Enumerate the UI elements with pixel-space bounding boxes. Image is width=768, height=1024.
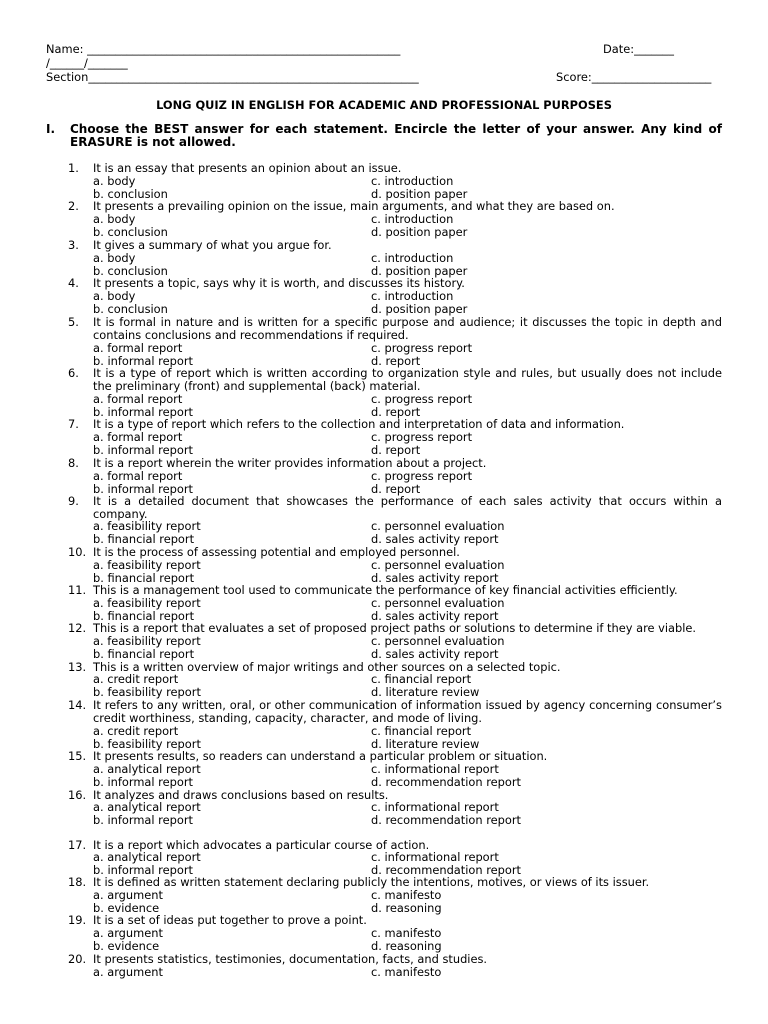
choice-c[interactable]: c. introduction [371, 251, 454, 265]
choice-b[interactable]: b. feasibility report [93, 685, 201, 699]
choice-a[interactable]: a. credit report [93, 672, 179, 686]
choice-d[interactable]: d. recommendation report [371, 863, 522, 877]
choice-c[interactable]: c. manifesto [371, 965, 442, 979]
choice-c[interactable]: c. progress report [371, 469, 473, 483]
choice-d[interactable]: d. position paper [371, 187, 468, 201]
question-text: This is a management tool used to communicate the performance of key financial activities efficiently. [93, 583, 678, 597]
choice-b[interactable]: b. informal report [93, 354, 193, 368]
question-number: 4. [68, 276, 79, 290]
question-number: 6. [68, 366, 79, 380]
page-title: LONG QUIZ IN ENGLISH FOR ACADEMIC AND PROFESSIONAL PURPOSES [156, 98, 612, 112]
choice-a[interactable]: a. argument [93, 926, 163, 940]
question-text: It is the process of assessing potential and employed personnel. [93, 545, 460, 559]
question-number: 12. [68, 621, 87, 635]
question-text: It analyzes and draws conclusions based on results. [93, 788, 389, 802]
choice-d[interactable]: d. recommendation report [371, 813, 522, 827]
choice-c[interactable]: c. progress report [371, 430, 473, 444]
choice-d[interactable]: d. report [371, 443, 421, 457]
choice-d[interactable]: d. position paper [371, 302, 468, 316]
question-item [68, 495, 722, 520]
question-number: 20. [68, 952, 87, 966]
question-item [68, 953, 722, 966]
question-number: 16. [68, 788, 87, 802]
choice-b[interactable]: b. informal report [93, 775, 193, 789]
question-number: 15. [68, 749, 87, 763]
question-item [68, 277, 722, 290]
choice-d[interactable]: d. report [371, 405, 421, 419]
choice-c[interactable]: c. manifesto [371, 926, 442, 940]
choice-b[interactable]: b. informal report [93, 405, 193, 419]
choice-b[interactable]: b. financial report [93, 609, 195, 623]
question-text: It is a report which advocates a particular course of action. [93, 838, 430, 852]
choice-a[interactable]: a. body [93, 212, 136, 226]
choice-a[interactable]: a. analytical report [93, 800, 201, 814]
choice-d[interactable]: d. reasoning [371, 901, 442, 915]
question-text: It is an essay that presents an opinion about an issue. [93, 161, 402, 175]
choice-c[interactable]: c. introduction [371, 289, 454, 303]
instructions-text: Choose the BEST answer for each statement. Encircle the letter of your answer. Any kind of ERASURE is not allowed. [70, 122, 722, 149]
choice-a[interactable]: a. body [93, 174, 136, 188]
question-number: 5. [68, 315, 79, 329]
choice-a[interactable]: a. formal report [93, 341, 183, 355]
question-number: 18. [68, 875, 87, 889]
question-item [68, 750, 722, 763]
choice-a[interactable]: a. body [93, 289, 136, 303]
choice-c[interactable]: c. financial report [371, 672, 472, 686]
question-item [68, 914, 722, 927]
question-number: 7. [68, 417, 79, 431]
choice-d[interactable]: d. sales activity report [371, 532, 499, 546]
choice-b[interactable]: b. informal report [93, 443, 193, 457]
question-text: This is a written overview of major writings and other sources on a selected topic. [93, 660, 561, 674]
question-text: It is a detailed document that showcases the performance of each sales activity that occurs within a company. [93, 494, 722, 521]
choice-a[interactable]: a. analytical report [93, 762, 201, 776]
question-text: It presents a prevailing opinion on the issue, main arguments, and what they are based on. [93, 199, 615, 213]
choice-c[interactable]: c. informational report [371, 762, 499, 776]
choice-c[interactable]: c. progress report [371, 392, 473, 406]
choice-c[interactable]: c. personnel evaluation [371, 596, 505, 610]
question-number: 11. [68, 583, 87, 597]
choice-c[interactable]: c. personnel evaluation [371, 634, 505, 648]
choice-d[interactable]: d. reasoning [371, 939, 442, 953]
question-item [68, 239, 722, 252]
choice-a[interactable]: a. body [93, 251, 136, 265]
question-number: 9. [68, 494, 79, 508]
choice-a[interactable]: a. formal report [93, 430, 183, 444]
choice-a[interactable]: a. feasibility report [93, 519, 201, 533]
choice-d[interactable]: d. report [371, 354, 421, 368]
choice-b[interactable]: b. evidence [93, 939, 160, 953]
choice-a[interactable]: a. formal report [93, 469, 183, 483]
choice-d[interactable]: d. sales activity report [371, 647, 499, 661]
question-text: It gives a summary of what you argue for. [93, 238, 332, 252]
choice-d[interactable]: d. recommendation report [371, 775, 522, 789]
choice-c[interactable]: c. introduction [371, 212, 454, 226]
choice-c[interactable]: c. informational report [371, 800, 499, 814]
choice-b[interactable]: b. financial report [93, 571, 195, 585]
choice-a[interactable]: a. feasibility report [93, 596, 201, 610]
question-item [68, 162, 722, 175]
choice-d[interactable]: d. sales activity report [371, 609, 499, 623]
choice-a[interactable]: a. feasibility report [93, 634, 201, 648]
question-item [68, 876, 722, 889]
section-field: Section__________________________________________________________ [46, 70, 419, 84]
choice-c[interactable]: c. introduction [371, 174, 454, 188]
question-number: 1. [68, 161, 79, 175]
choice-d[interactable]: d. literature review [371, 737, 480, 751]
section-number: I. [46, 122, 56, 136]
question-text: It is a type of report which is written according to organization style and rules, but usually does not include the preliminary (front) and supplemental (back) material. [93, 366, 722, 393]
question-text: It refers to any written, oral, or other communication of information issued by agency concerning consumer’s credit worthiness, standing, capacity, character, and mode of living. [93, 698, 722, 725]
choice-b[interactable]: b. conclusion [93, 225, 168, 239]
question-item [68, 622, 722, 635]
question-item [68, 457, 722, 470]
choice-c[interactable]: c. personnel evaluation [371, 519, 505, 533]
question-number: 10. [68, 545, 87, 559]
question-text: It is a set of ideas put together to prove a point. [93, 913, 367, 927]
question-text: It is defined as written statement declaring publicly the intentions, motives, or views of its issuer. [93, 875, 650, 889]
question-text: It presents results, so readers can understand a particular problem or situation. [93, 749, 548, 763]
choice-c[interactable]: c. manifesto [371, 888, 442, 902]
choice-c[interactable]: c. informational report [371, 850, 499, 864]
choice-a[interactable]: a. argument [93, 888, 163, 902]
question-item [68, 418, 722, 431]
choice-a[interactable]: a. credit report [93, 724, 179, 738]
choice-d[interactable]: d. sales activity report [371, 571, 499, 585]
choice-b[interactable]: b. financial report [93, 647, 195, 661]
question-number: 19. [68, 913, 87, 927]
instructions [46, 123, 722, 149]
question-item [68, 546, 722, 559]
question-text: This is a report that evaluates a set of proposed project paths or solutions to determine if they are viable. [93, 621, 697, 635]
choice-a[interactable]: a. analytical report [93, 850, 201, 864]
choice-a[interactable]: a. feasibility report [93, 558, 201, 572]
choice-c[interactable]: c. progress report [371, 341, 473, 355]
choice-b[interactable]: b. conclusion [93, 302, 168, 316]
question-text: It presents statistics, testimonies, documentation, facts, and studies. [93, 952, 488, 966]
question-number: 3. [68, 238, 79, 252]
choice-b[interactable]: b. conclusion [93, 264, 168, 278]
question-item [68, 699, 722, 724]
question-number: 2. [68, 199, 79, 213]
question-text: It is formal in nature and is written for a specific purpose and audience; it discusses the topic in depth and contains conclusions and recommendations if required. [93, 315, 722, 342]
score-field: Score:_____________________ [556, 70, 712, 84]
choice-b[interactable]: b. informal report [93, 863, 193, 877]
question-item [68, 316, 722, 341]
question-number: 17. [68, 838, 87, 852]
choice-b[interactable]: b. informal report [93, 482, 193, 496]
question-number: 14. [68, 698, 87, 712]
choice-d[interactable]: d. report [371, 482, 421, 496]
question-item [68, 200, 722, 213]
choice-a[interactable]: a. formal report [93, 392, 183, 406]
date-continuation: /______/_______ [46, 56, 128, 70]
choice-d[interactable]: d. literature review [371, 685, 480, 699]
question-text: It is a type of report which refers to the collection and interpretation of data and information. [93, 417, 625, 431]
choice-c[interactable]: c. financial report [371, 724, 472, 738]
question-number: 8. [68, 456, 79, 470]
question-number: 13. [68, 660, 87, 674]
choice-c[interactable]: c. personnel evaluation [371, 558, 505, 572]
choice-d[interactable]: d. position paper [371, 225, 468, 239]
question-text: It is a report wherein the writer provides information about a project. [93, 456, 487, 470]
choice-b[interactable]: b. conclusion [93, 187, 168, 201]
question-item [68, 584, 722, 597]
question-text: It presents a topic, says why it is worth, and discusses its history. [93, 276, 465, 290]
choice-b[interactable]: b. feasibility report [93, 737, 201, 751]
date-field: Date:_______ [603, 42, 674, 56]
name-field: Name: _______________________________________________________ [46, 42, 401, 56]
question-item [68, 367, 722, 392]
choice-a[interactable]: a. argument [93, 965, 163, 979]
choice-d[interactable]: d. position paper [371, 264, 468, 278]
choice-b[interactable]: b. evidence [93, 901, 160, 915]
choice-b[interactable]: b. financial report [93, 532, 195, 546]
choice-b[interactable]: b. informal report [93, 813, 193, 827]
